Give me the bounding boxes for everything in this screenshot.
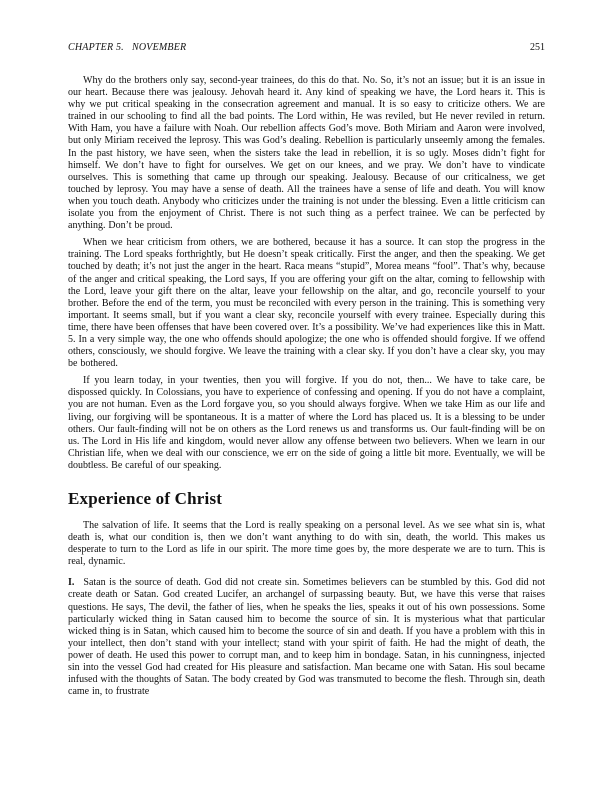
list-item-satan-source-of-death — [68, 577, 545, 698]
list-item-text: Satan is the source of death. God did not create sin. Sometimes believers can be stumbled by this. God did not create death or Satan. God created Lucifer, an archangel of surpassing beauty. But, we have this verse that raises questions. He says, The devil, the father of lies, when he speaks the lies, speaks it out of his own possessions. Some particularly wicked thing in Satan caused him to become the source of sin. It is mysterious what that particular wicked thing is in Satan, which caused him to become the source of sin and death. If you have a problem with this in your intellect, then don’t stand with your intellect; stand with your spirit of faith. He had the might of death, the power of death. He used this power to corrupt man, and to keep him in bondage. Satan, in his cunningness, injected sin into the vessel God had created for His pleasure and satisfaction. Man became one with Satan. His soul became infused with the thoughts of Satan. The body created by God was transmuted to become the flesh. Through sin, death came in, to frustrate — [68, 577, 545, 698]
list-item-roman-numeral-label: I. — [68, 577, 75, 589]
paragraph-if-you-learn-today: If you learn today, in your twenties, then you will forgive. If you do not, then... We have to take care, be dispossed quickly. In Colossians, you have to experience of confessing and opening. If you do not have a complaint, you are not human. Even as the Lord forgave you, so you should always forgive. When we take Him as our life and living, our forgiving will be spontaneous. It is a matter of where the Lord has placed us. It is a blessing to be under others. Our fault-finding will not be on others as the Lord renews us and transforms us. Our fault-finding will be on us. The Lord in His life and kingdom, would never allow any offense between two believers. When we learn in our Christian life, when we deal with our conscience, we err on the side of going a little bit more. Eventually, we will be doubtless. Be careful of our speaking. — [68, 375, 545, 471]
running-header-chapter-title: CHAPTER 5. NOVEMBER — [68, 42, 187, 53]
page-number: 251 — [530, 42, 545, 53]
paragraph-the-salvation-of-life: The salvation of life. It seems that the Lord is really speaking on a personal level. As we see what sin is, what death is, what our condition is, then we don’t want anything to do with sin, death, the world. This makes us desperate to turn to the Lord as life in our spirit. The more time goes by, the more desperate we are to turn. This is real, dynamic. — [68, 520, 545, 568]
paragraph-why-do-the-brothers: Why do the brothers only say, second-year trainees, do this do that. No. So, it’s not an issue; but it is an issue in our heart. Because there was jealousy. Jehovah heard it. Any kind of speaking we have, the Lord hears it. This is why we put critical speaking in the consecration agreement and manual. It is so easy to criticize others. We are trained in our schooling to find all the bad points. The Lord within, He was reviled, but He never reviled in return. With Ham, you have a failure with Noah. Our rebellion affects God’s move. Both Miriam and Aaron were involved, but only Miriam received the leprosy. This was God’s dealing. Rebellion is particularly unseemly among the females. In the past history, we have seen, when the sisters take the lead in rebellion, it is so ugly. Moses didn’t fight for himself. We don’t have to fight for ourselves. We get on our knees, and we pray. We don’t have to vindicate ourselves. This is something that came up through our speaking. Jealousy. Because of our criticalness, we get touched by leprosy. You may have a sense of death. All the trainees have a sense of life and death. You will know when you touch death. Anybody who criticizes under the training is not under the blessing. Even a little criticism can isolate you from the enjoyment of Christ. There is not such thing as a perfect trainee. We can be perfected by anything. Don’t be proud. — [68, 75, 545, 232]
section-heading-experience-of-christ: Experience of Christ — [68, 489, 223, 508]
paragraph-when-we-hear-criticism: When we hear criticism from others, we are bothered, because it has a source. It can stop the progress in the training. The Lord speaks forthrightly, but He doesn’t speak critically. First the anger, and then the speaking. We get touched by death; it’s not just the anger in the heart. Raca means “stupid”, Morea means “fool”. That’s why, because of the anger and critical speaking, the Lord says, If you are offering your gift on the altar, coming to fellowship with the Lord, leave your gift there on the altar, leave your fellowship on the altar, and go, reconcile yourself to your brother. Before the end of the term, you must be reconciled with every person in the training. This is something very important. It seems small, but if you want a clear sky, reconcile yourself with every trainee. Especially during this time, there have been offenses that have been covered over. It’s a possibility. We’ve had experiences like this in Matt. 5. In a very simple way, the one who offends should apologize; the one who is offended should forgive. If we offend others, consciously, we should forgive. We leave the training with a clear sky. If you don’t have a clear sky, you may be bothered. — [68, 237, 546, 370]
running-header — [68, 42, 545, 53]
